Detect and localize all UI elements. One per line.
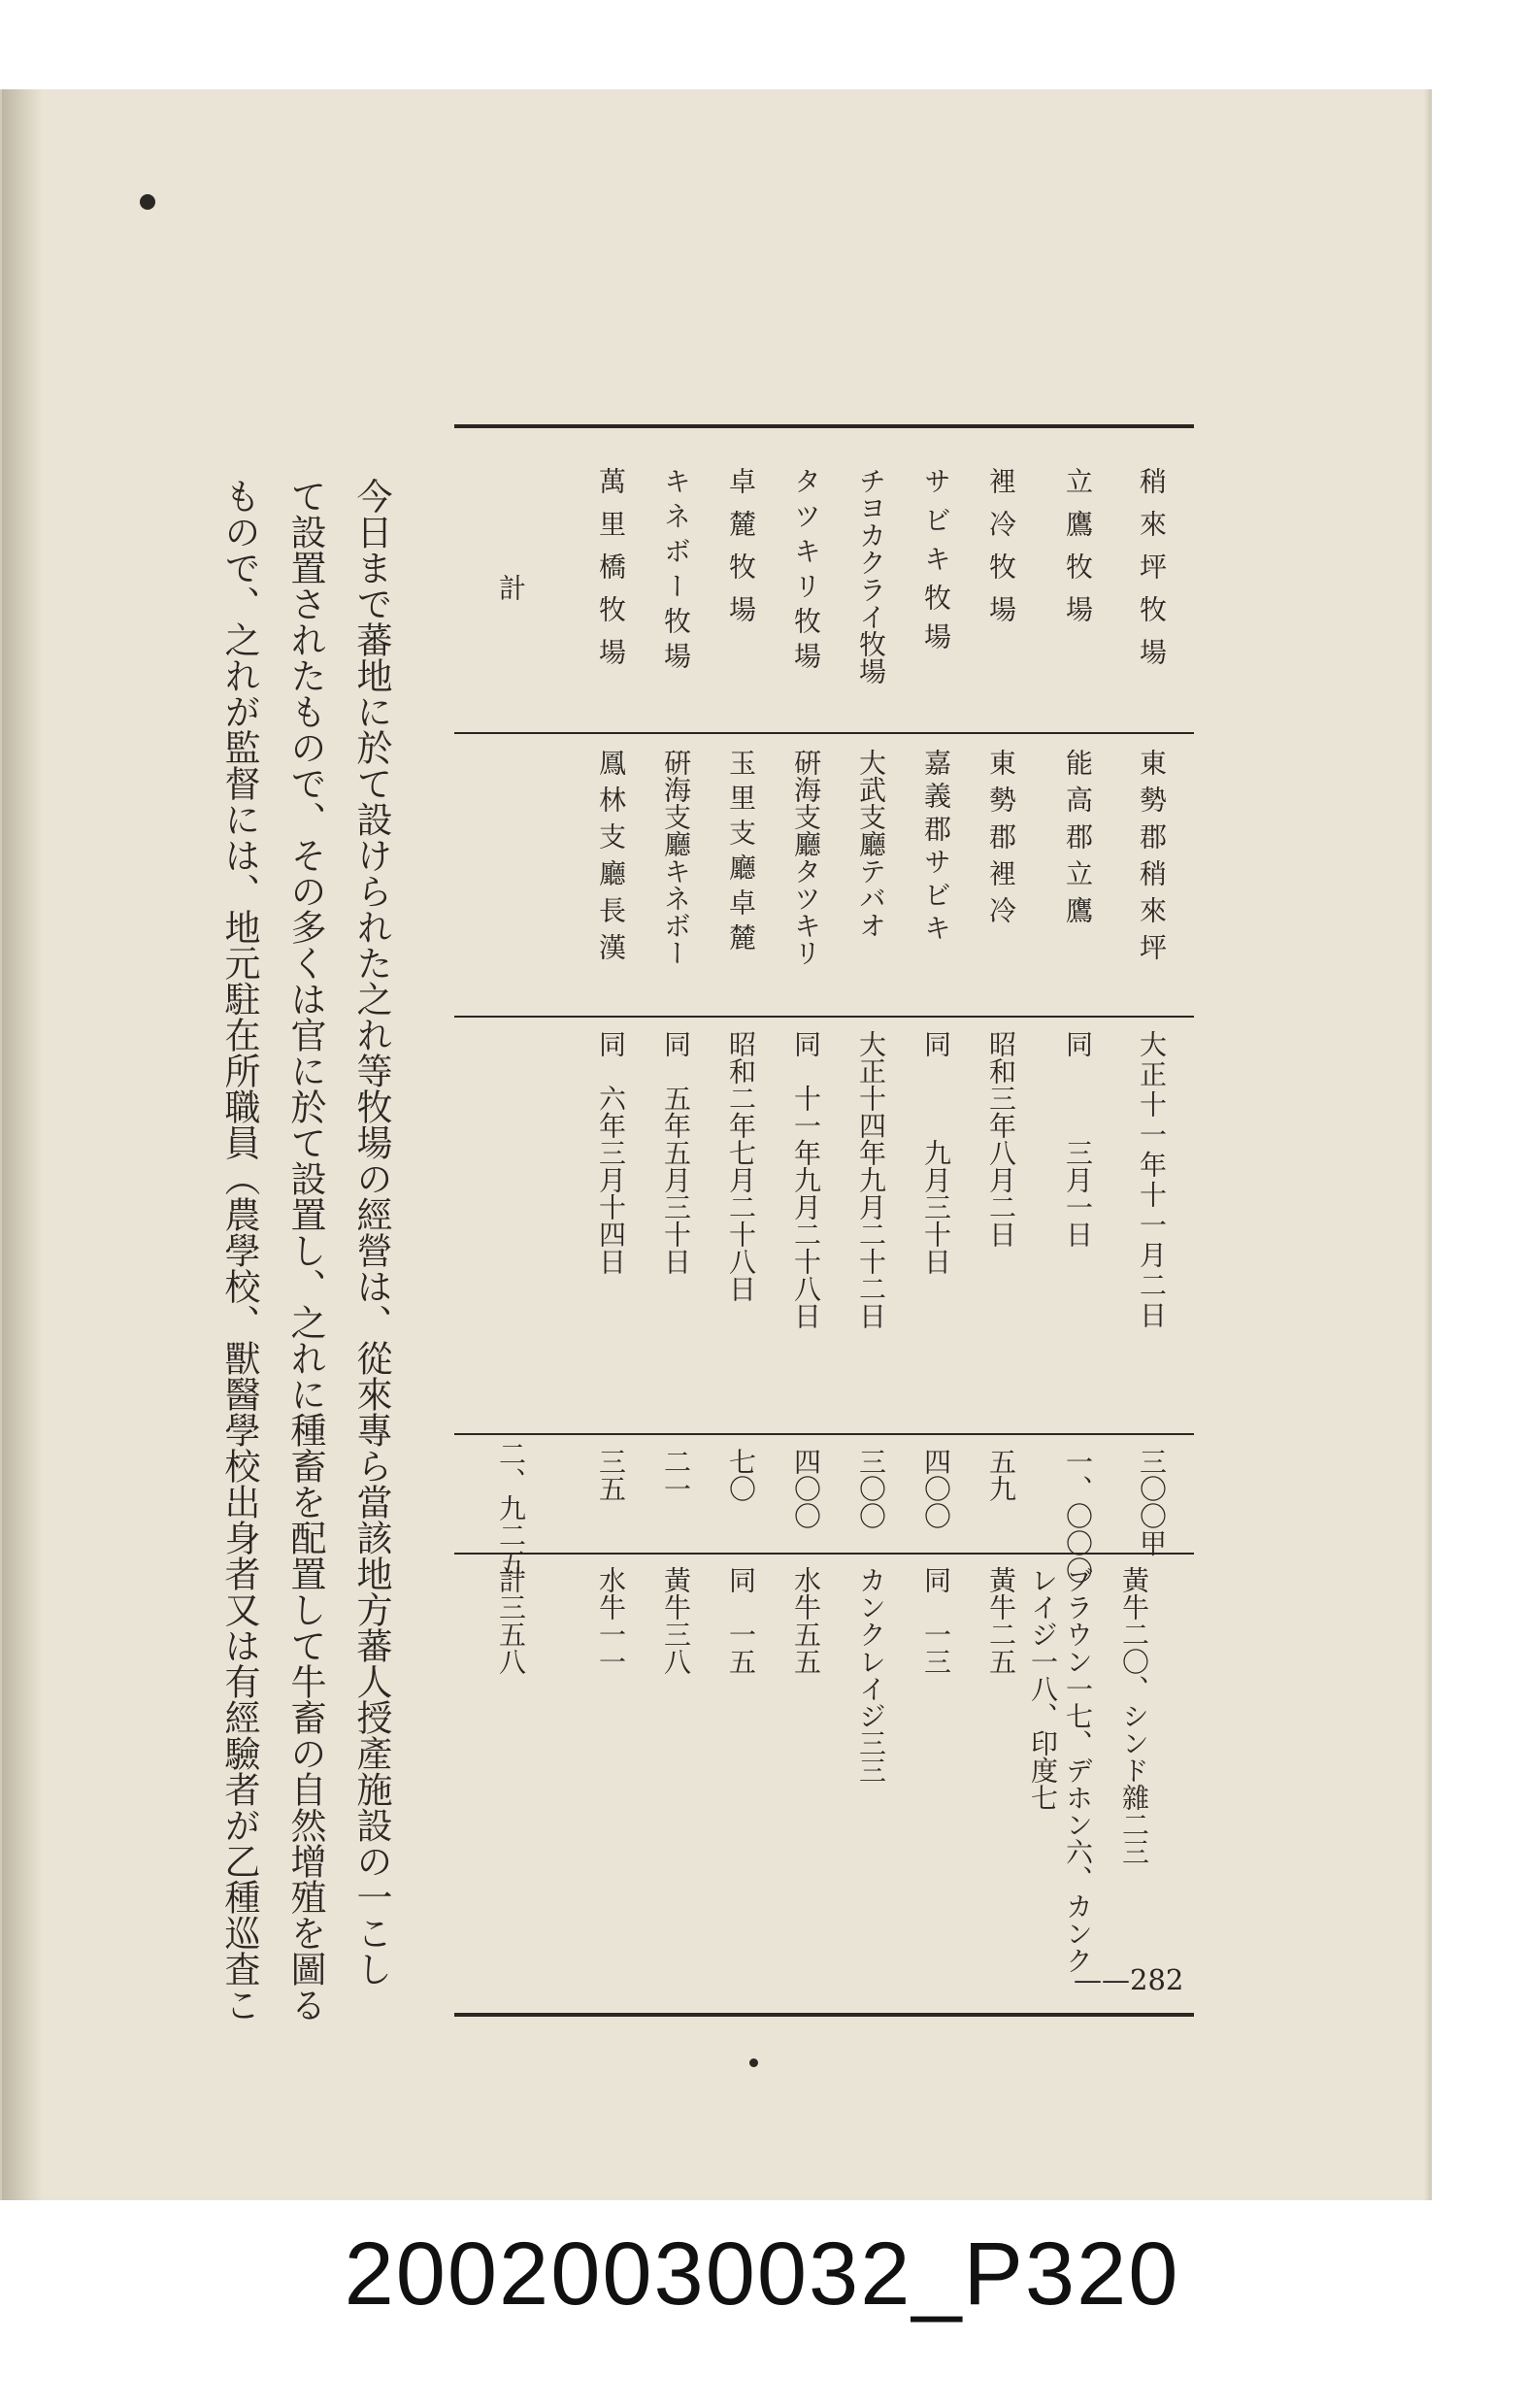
table-divider-location bbox=[454, 1016, 1194, 1018]
ranch-area: 三〇〇 bbox=[855, 1448, 887, 1529]
ranch-name: 裡冷牧場 bbox=[985, 467, 1017, 638]
ranch-name: 卓麓牧場 bbox=[725, 467, 757, 638]
ranch-location: 東勢郡裡冷 bbox=[985, 749, 1017, 933]
ranch-date: 大正十一年十一月二日 bbox=[1136, 1030, 1168, 1331]
ranch-date: 同 五年五月三十日 bbox=[660, 1030, 692, 1275]
ranch-cattle: カンクレイジ三三 bbox=[855, 1566, 887, 1784]
ranch-area: 七〇 bbox=[725, 1448, 757, 1502]
ranch-name: タツキリ牧場 bbox=[790, 467, 822, 677]
ranch-location: 硏海支廳キネボー bbox=[660, 749, 692, 966]
book-gutter bbox=[2, 89, 43, 2200]
ranch-location: 能高郡立鷹 bbox=[1062, 749, 1094, 933]
body-text-line: もので、之れが監督には、地元駐在所職員（農學校、獸醫學校出身者又は有經驗者が乙種巡査こ bbox=[218, 478, 260, 2023]
ranch-cattle: 同 一五 bbox=[725, 1566, 757, 1675]
ranch-area: 五九 bbox=[985, 1448, 1017, 1502]
ranch-date: 同 三月一日 bbox=[1062, 1030, 1094, 1248]
ranch-date: 同 九月三十日 bbox=[920, 1030, 952, 1275]
ranch-area: 三五 bbox=[595, 1448, 627, 1502]
ranch-name: 立鷹牧場 bbox=[1062, 467, 1094, 638]
table-divider-date bbox=[454, 1433, 1194, 1435]
ranch-location: 東勢郡稍來坪 bbox=[1136, 749, 1168, 970]
binding-hole-small bbox=[749, 2058, 758, 2067]
binding-hole bbox=[140, 194, 155, 210]
page-edge bbox=[1424, 89, 1432, 2200]
ranch-cattle: 水牛五五 bbox=[790, 1566, 822, 1675]
ranch-location: 大武支廳テバオ bbox=[855, 749, 887, 939]
table-divider-name bbox=[454, 732, 1194, 734]
ranch-location: 鳳林支廳長漢 bbox=[595, 749, 627, 970]
ranch-date: 同 六年三月十四日 bbox=[595, 1030, 627, 1275]
ranch-cattle: 水牛一一 bbox=[595, 1566, 627, 1675]
ranch-cattle: 黃牛二五 bbox=[985, 1566, 1017, 1675]
ranch-area: 三〇〇甲 bbox=[1136, 1448, 1168, 1556]
ranch-location: 硏海支廳タツキリ bbox=[790, 749, 822, 966]
ranch-table bbox=[454, 424, 1194, 2017]
body-text-line: て設置されたもので、その多くは官に於て設置し、之れに種畜を配置して牛畜の自然增殖を圖る bbox=[284, 478, 326, 2023]
ranch-cattle: 黃牛二〇、シンド雜二三 bbox=[1118, 1566, 1150, 1865]
ranch-name: 萬里橋牧場 bbox=[595, 467, 627, 681]
total-label: 計 bbox=[495, 574, 527, 601]
page-number: ——282 bbox=[1074, 1963, 1184, 1996]
ranch-area: 二一 bbox=[660, 1448, 692, 1502]
scan-identifier: 20020030032_P320 bbox=[344, 2224, 1180, 2324]
ranch-location: 玉里支廳卓麓 bbox=[725, 749, 757, 958]
scanned-page bbox=[0, 89, 1432, 2200]
ranch-cattle: ブラウン一七、デホン六、カンクレイジ一八、印度七 bbox=[1027, 1566, 1094, 1974]
ranch-name: サビキ牧場 bbox=[920, 467, 952, 661]
ranch-area: 四〇〇 bbox=[920, 1448, 952, 1529]
total-area: 二、九二五 bbox=[495, 1440, 527, 1576]
ranch-name: 稍來坪牧場 bbox=[1136, 467, 1168, 681]
ranch-date: 同 十一年九月二十八日 bbox=[790, 1030, 822, 1329]
ranch-cattle: 同 一三 bbox=[920, 1566, 952, 1675]
ranch-location: 嘉義郡サビキ bbox=[920, 749, 952, 947]
body-text-line: 今日まで蕃地に於て設けられた之れ等牧場の經營は、從來專ら當該地方蕃人授產施設の一こし bbox=[350, 478, 392, 1987]
ranch-cattle: 黃牛三八 bbox=[660, 1566, 692, 1675]
ranch-area: 一、〇〇〇 bbox=[1062, 1448, 1094, 1584]
ranch-date: 大正十四年九月二十二日 bbox=[855, 1030, 887, 1329]
ranch-name: キネボー牧場 bbox=[660, 467, 692, 677]
ranch-date: 昭和三年八月二日 bbox=[985, 1030, 1017, 1248]
ranch-area: 四〇〇 bbox=[790, 1448, 822, 1529]
ranch-date: 昭和二年七月二十八日 bbox=[725, 1030, 757, 1302]
total-cattle: 計三五八 bbox=[495, 1566, 527, 1675]
ranch-name: チヨカクライ牧場 bbox=[855, 467, 887, 685]
